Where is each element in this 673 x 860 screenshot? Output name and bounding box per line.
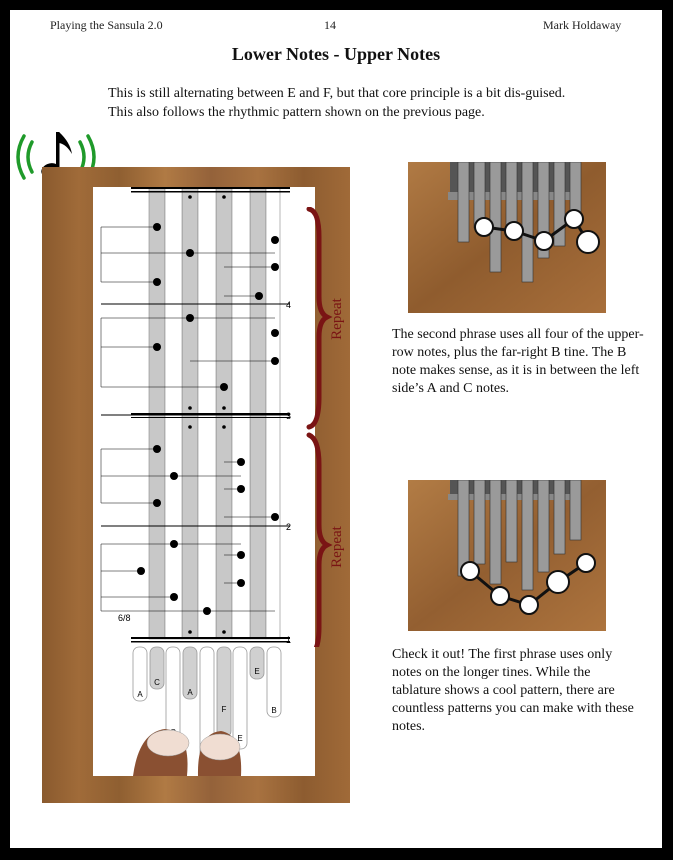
measure-number: 4 xyxy=(286,300,292,310)
tine-highlight-circle xyxy=(520,596,538,614)
measure-number: 2 xyxy=(286,522,292,532)
note-dot xyxy=(255,292,263,300)
tine-highlight-circle xyxy=(577,231,599,253)
note-dot xyxy=(271,329,279,337)
sansula-photo-upper xyxy=(408,162,606,313)
tine-letter: C xyxy=(154,678,160,687)
tine-letter: F xyxy=(221,705,227,714)
note-dot xyxy=(271,513,279,521)
tine-highlight-circle xyxy=(475,218,493,236)
caption-lower-notes: Check it out! The first phrase uses only notes on the longer tines. While the tablature shows a cool pattern, there are countless patterns you can make with these notes. xyxy=(392,647,634,734)
repeat-braces xyxy=(297,207,347,647)
note-dot xyxy=(153,278,161,286)
time-signature: 6/8 xyxy=(118,613,131,623)
note-dot xyxy=(203,607,211,615)
tine-letter: E xyxy=(254,667,260,676)
tine-letter: B xyxy=(271,706,277,715)
note-dot xyxy=(237,485,245,493)
note-dot xyxy=(271,357,279,365)
note-dot xyxy=(170,593,178,601)
repeat-label: Repeat xyxy=(329,298,345,340)
tine-highlight-circle xyxy=(565,210,583,228)
note-dot xyxy=(170,472,178,480)
tine-highlight-circle xyxy=(535,232,553,250)
note-dot xyxy=(186,314,194,322)
repeat-label: Repeat xyxy=(329,526,345,568)
tine-letter: E xyxy=(237,734,243,743)
note-dot xyxy=(153,343,161,351)
header-author: Mark Holdaway xyxy=(543,18,622,32)
tine-highlight-circle xyxy=(547,571,569,593)
note-dot xyxy=(220,383,228,391)
tine-letter: A xyxy=(137,690,143,699)
note-dot xyxy=(237,579,245,587)
note-dot xyxy=(271,236,279,244)
sansula-photo-lower xyxy=(408,480,606,631)
note-dot xyxy=(137,567,145,575)
caption-upper-notes: The second phrase uses all four of the upper-row notes, plus the far-right B tine. The B note makes sense, as it is in between the left side’s A and C notes. xyxy=(392,327,644,396)
tine-letter: A xyxy=(187,688,193,697)
tine-highlight-circle xyxy=(461,562,479,580)
tablature-diagram xyxy=(93,187,315,776)
thumbs-illustration xyxy=(133,729,241,776)
note-dot xyxy=(170,540,178,548)
page xyxy=(10,10,662,848)
header-book-title: Playing the Sansula 2.0 xyxy=(50,18,163,32)
tine-highlight-circle xyxy=(505,222,523,240)
measure-number: 3 xyxy=(286,411,292,421)
note-dot xyxy=(186,249,194,257)
note-dot xyxy=(271,263,279,271)
tablature-panel xyxy=(42,167,350,803)
tine-highlight-circle xyxy=(491,587,509,605)
measure-number: 1 xyxy=(286,635,292,645)
note-dot xyxy=(237,458,245,466)
page-title: Lower Notes - Upper Notes xyxy=(231,44,441,64)
tine-highlight-circle xyxy=(577,554,595,572)
note-dot xyxy=(153,499,161,507)
header-page-number: 14 xyxy=(324,18,336,32)
note-dot xyxy=(153,445,161,453)
note-dot xyxy=(237,551,245,559)
note-dot xyxy=(153,223,161,231)
tablature-sheet xyxy=(93,187,315,776)
intro-paragraph: This is still alternating between E and F, but that core principle is a bit dis-guised. This also follows the rhythmic pattern shown on the previous page. xyxy=(108,86,566,120)
